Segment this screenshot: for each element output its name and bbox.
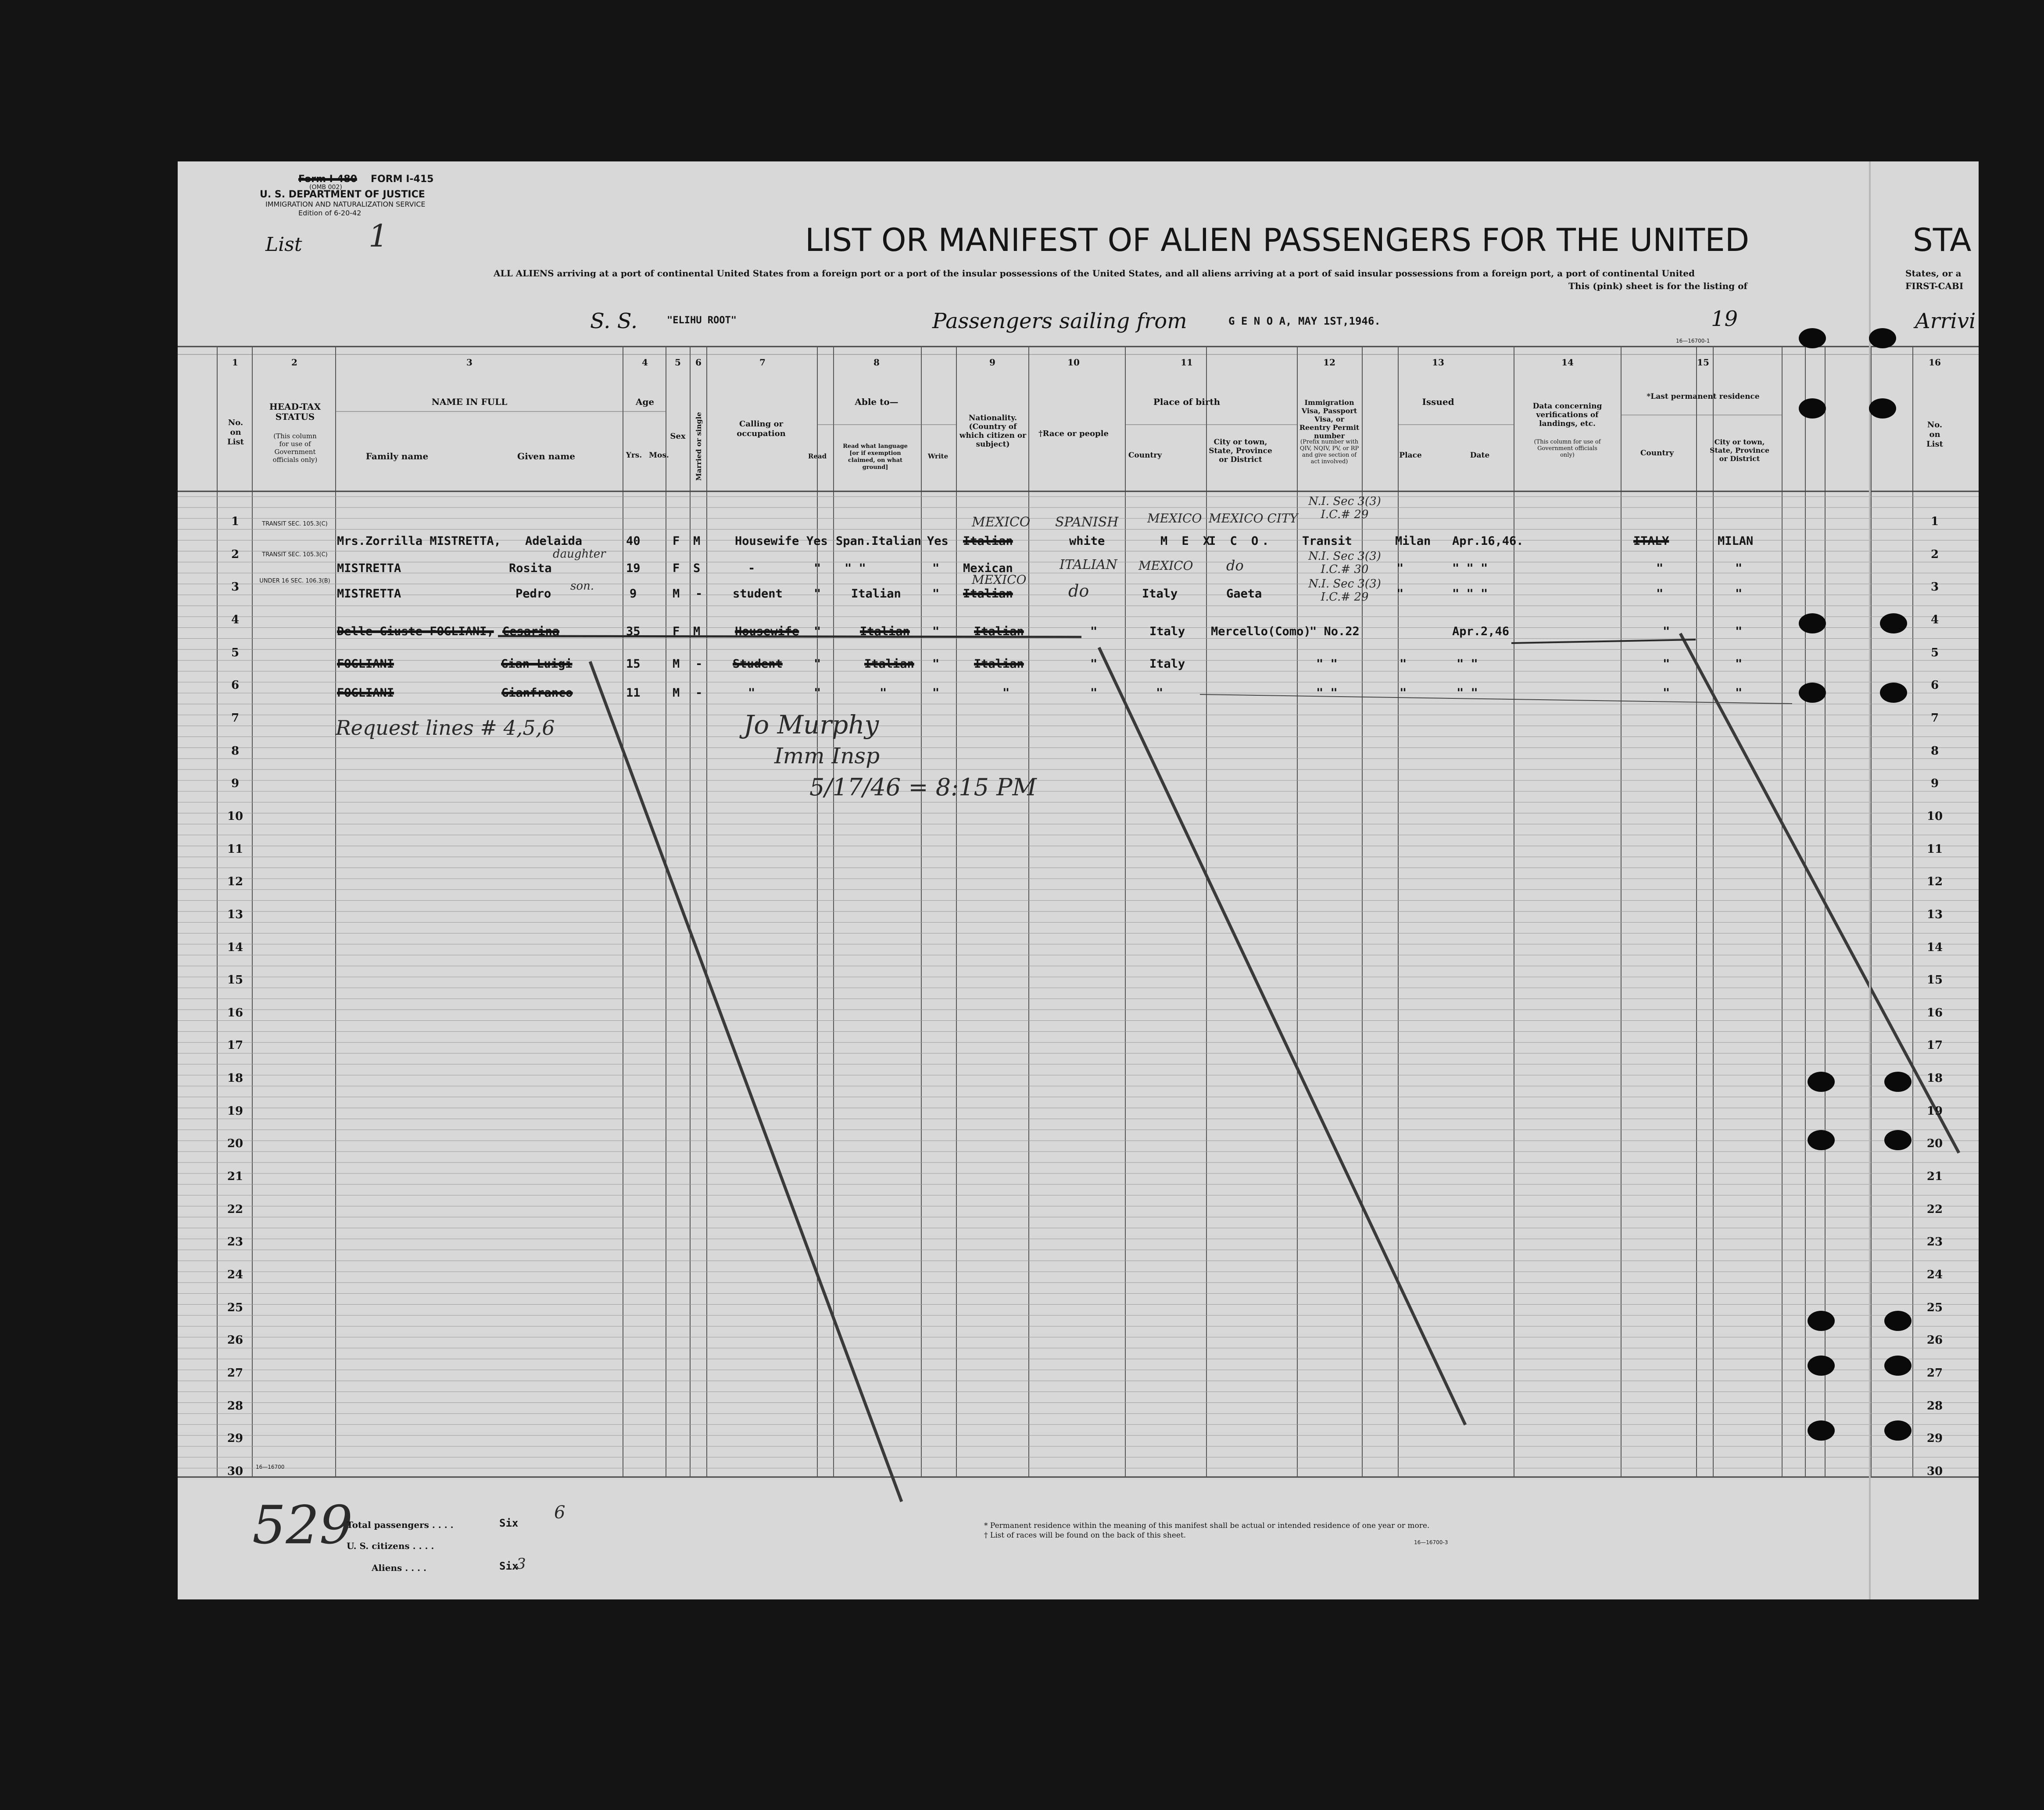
row-number-right: 30 [1926,1465,1943,1478]
row-1-head-tax: TRANSIT SEC. 105.3(C) [262,521,328,527]
row-number-left: 22 [227,1202,243,1216]
row-5-visa: " " [1316,657,1338,671]
inspector-signature: Jo Murphy [744,710,879,740]
row-4-married-single: M [693,625,701,638]
row-number-right: 13 [1926,908,1943,921]
header-given-name: Given name [517,451,575,461]
col-number: 16 [1929,357,1941,368]
row-number-left: 27 [227,1366,243,1380]
row-5-family-name: FOGLIANI [337,657,394,671]
form-number: FORM I-415 [371,174,434,185]
row-2-relation: daughter [553,547,606,561]
row-1-sex: F [673,534,680,548]
row-number-right: 10 [1926,809,1943,823]
binding-hole [1880,683,1907,703]
binding-hole [1799,613,1826,633]
total-passengers-value: Six [499,1517,519,1529]
header-age-years: Yrs. [626,451,642,460]
col-number: 4 [642,357,648,368]
header-write: Write [927,452,949,460]
row-2-birth-country: MEXICO [1138,558,1193,573]
batch-number: 529 [252,1495,353,1556]
row-1-write: Yes [927,534,949,548]
header-no-on-list-right: No. on List [1926,420,1943,449]
col-number: 12 [1323,357,1335,368]
binding-hole [1884,1130,1912,1150]
row-3-nationality-handwritten: MEXICO [972,572,1027,587]
form-sub-number: (OMB 002) [309,184,342,191]
row-number-left: 6 [231,679,240,692]
row-5-sex: M [673,657,680,671]
row-6-sex: M [673,686,680,700]
binding-hole [1799,683,1826,703]
binding-hole [1808,1130,1835,1150]
row-5-occupation: Student [733,657,783,671]
header-age: Age [635,397,655,407]
row-2-given-name: Rosita [509,562,552,575]
form-code-bottom: 16—16700-3 [1414,1539,1448,1545]
header-residence-country: Country [1640,449,1674,458]
row-number-right: 19 [1926,1104,1943,1118]
row-2-issued-place: " [1396,562,1404,575]
row-number-right: 15 [1926,973,1943,987]
row-6-family-name: FOGLIANI [337,686,394,700]
row-2-nationality: Mexican [963,562,1013,575]
row-3-age-years: 9 [630,587,637,601]
request-lines-note: Request lines # 4,5,6 [336,716,555,740]
manifest-ruled-grid [178,161,1979,1599]
row-1-birth-country: M E X [1160,534,1214,548]
row-1-visa: Transit [1302,534,1352,548]
list-number: 1 [369,218,388,254]
row-1-age-years: 40 [626,534,641,548]
row-2-birth-city: do [1226,557,1244,574]
row-3-issued-date: " " " [1452,587,1488,601]
header-occupation: Calling or occupation [737,419,786,438]
row-1-family-name: Mrs.Zorrilla MISTRETTA, [337,534,501,548]
row-number-right: 4 [1930,613,1939,626]
cancellation-stroke-2 [1099,647,1465,1425]
row-number-left: 19 [227,1104,243,1118]
binding-hole [1884,1311,1912,1331]
row-number-right: 23 [1926,1235,1943,1249]
row-5-given-name: Gian Luigi [501,657,573,671]
aliens-handwritten: 3 [516,1555,526,1573]
row-number-left: 8 [231,744,240,758]
row-6-residence-country: " [1663,686,1670,700]
binding-hole [1884,1072,1912,1092]
row-1-residence-city: MILAN [1718,534,1754,548]
row-3-sex: M [673,587,680,601]
arriving-label-continued: Arrivi [1915,309,1976,333]
department-label: U. S. DEPARTMENT OF JUSTICE [260,189,425,200]
col-number: 6 [695,357,702,368]
header-issued-place: Place [1399,451,1422,460]
row-1-birth-city-handwritten: MEXICO CITY [1209,511,1298,526]
row-1-residence-country: ITALY [1633,534,1669,548]
sailing-label: Passengers sailing from [932,309,1187,333]
binding-hole [1869,328,1896,348]
row-3-family-name: MISTRETTA [337,587,401,601]
row-number-right: 28 [1926,1399,1943,1413]
row-number-left: 24 [227,1268,243,1282]
row-number-right: 27 [1926,1366,1943,1380]
col-number: 9 [989,357,995,368]
row-3-residence-city: " [1735,587,1743,601]
col-number: 15 [1697,357,1709,368]
row-number-left: 7 [231,711,240,725]
binding-hole [1799,328,1826,348]
manifest-subtitle-1: ALL ALIENS arriving at a port of continental United States from a foreign port or a port of the insular possessions of the United States, and all aliens arriving at a port of said insular possessions from a foreign port, a port of continental United [494,268,1695,279]
row-3-given-name: Pedro [515,587,551,601]
row-1-race-handwritten: SPANISH [1055,515,1119,530]
row-1-issued-place: Milan [1395,534,1431,548]
header-age-months: Mos. [649,451,669,460]
header-data-concerning: Data concerning verifications of landings, etc. [1532,402,1602,428]
col-number: 14 [1561,357,1574,368]
footnote-races: † List of races will be found on the back of this sheet. [984,1531,1186,1540]
row-6-occupation: " [748,686,755,700]
col-number: 13 [1432,357,1444,368]
header-read-language: Read what language [or if exemption claimed, on what ground] [843,443,908,471]
row-1-occupation: Housewife [735,534,799,548]
manifest-sheet [178,161,1979,1599]
manifest-subtitle-2: This (pink) sheet is for the listing of [1568,281,1748,291]
header-last-residence: *Last permanent residence [1647,392,1760,401]
row-5-nationality: Italian [974,657,1024,671]
row-4-nationality: Italian [974,625,1024,638]
row-3-birth-city: Gaeta [1226,587,1262,601]
row-number-right: 12 [1926,875,1943,889]
row-5-age-years: 15 [626,657,641,671]
us-citizens-label: U. S. citizens . . . . [347,1541,434,1551]
row-6-given-name: Gianfranco [501,686,573,700]
row-4-age-years: 35 [626,625,641,638]
row-3-occupation: student [733,587,783,601]
header-head-tax-status: HEAD-TAX STATUS [269,401,321,422]
row-4-visa: " No.22 [1310,625,1360,638]
binding-hole [1799,398,1826,419]
row-4-occupation: Housewife [735,625,799,638]
row-4-residence-city: " [1735,625,1743,638]
header-sex: Sex [670,432,686,441]
row-3-issued-place: " [1396,587,1404,601]
header-birth-country: Country [1128,451,1162,460]
row-number-left: 25 [227,1301,243,1314]
binding-hole [1869,398,1896,419]
row-5-residence-country: " [1663,657,1670,671]
row-number-left: 16 [227,1006,243,1019]
row-5-race: " [1090,657,1098,671]
row-2-residence-city: " [1735,562,1743,575]
row-6-write: " [932,686,940,700]
row-number-right: 14 [1926,941,1943,954]
row-4-birth-city: Mercello(Como) [1211,625,1311,638]
row-1-race: white [1069,534,1105,548]
row-1-visa-handwritten: N.I. Sec 3(3) I.C.# 29 [1308,495,1381,521]
manifest-subtitle-2-continued: FIRST-CABI [1905,281,1964,291]
col-number: 10 [1067,357,1080,368]
row-number-left: 3 [231,580,240,594]
row-5-language: Italian [864,657,914,671]
row-1-birth-country-handwritten: MEXICO [1147,511,1202,526]
form-number-struck: Form I-480 [298,174,357,185]
row-number-left: 29 [227,1432,243,1445]
row-2-married-single: S [693,562,701,575]
header-head-tax-note: (This column for use of Government officials only) [272,432,318,464]
row-number-left: 11 [227,842,243,856]
row-4-residence-strike [1511,640,1696,643]
row-1-nationality: Italian [963,534,1013,548]
col-number: 3 [466,357,473,368]
header-married-single: Married or single [694,412,703,481]
row-3-birth-country: Italy [1142,587,1178,601]
row-number-left: 18 [227,1072,243,1085]
row-number-right: 9 [1930,777,1939,791]
row-number-left: 9 [231,777,240,791]
row-5-read: " [814,657,821,671]
row-2-visa-handwritten: N.I. Sec 3(3) I.C.# 30 [1308,550,1381,576]
row-number-left: 13 [227,908,243,921]
row-5-write: " [932,657,940,671]
aliens-value: Six [499,1560,519,1572]
row-3-relation: son. [570,579,594,593]
binding-hole [1884,1356,1912,1376]
row-number-right: 3 [1930,580,1939,594]
ss-label: S. S. [590,309,638,333]
row-3-visa-handwritten: N.I. Sec 3(3) I.C.# 29 [1308,577,1381,604]
row-4-birth-country: Italy [1149,625,1185,638]
row-number-right: 11 [1926,842,1943,856]
row-6-residence-city: " [1735,686,1743,700]
total-passengers-label: Total passengers . . . . [347,1520,454,1530]
row-number-left: 10 [227,809,243,823]
row-number-right: 2 [1930,547,1939,561]
col-number: 8 [873,357,880,368]
row-4-race: " [1090,625,1098,638]
row-3-language: Italian [851,587,901,601]
row-1-nationality-handwritten: MEXICO [972,515,1031,530]
row-number-left: 28 [227,1399,243,1413]
year-label: 19 [1711,307,1738,331]
row-2-sex: F [673,562,680,575]
header-issued: Issued [1422,397,1454,407]
form-code-left: 16—16700 [256,1464,285,1470]
header-visa: Immigration Visa, Passport Visa, or Reentry Permit number [1299,398,1360,440]
row-5-issued-place: " [1400,657,1407,671]
row-6-read: " [814,686,821,700]
row-number-left: 23 [227,1235,243,1249]
row-2-age-years: 19 [626,562,641,575]
sailing-port-date: G E N O A, MAY 1ST,1946. [1228,315,1381,327]
row-6-language: " [880,686,887,700]
row-2-residence-country: " [1656,562,1664,575]
binding-hole [1808,1311,1835,1331]
row-5-residence-city: " [1735,657,1743,671]
row-number-left: 1 [231,515,240,528]
row-number-right: 25 [1926,1301,1943,1314]
row-number-right: 17 [1926,1039,1943,1052]
row-number-right: 16 [1926,1006,1943,1019]
binding-hole [1884,1420,1912,1441]
row-number-left: 14 [227,941,243,954]
form-code: 16—16700-1 [1676,338,1710,344]
row-5-issued-date: " " [1457,657,1478,671]
row-6-married-single: - [695,686,703,700]
row-2-issued-date: " " " [1452,562,1488,575]
header-able-to: Able to— [855,397,899,407]
row-number-right: 21 [1926,1170,1943,1184]
row-number-left: 15 [227,973,243,987]
row-number-right: 6 [1930,679,1939,692]
list-label: List [265,233,302,256]
row-number-right: 29 [1926,1432,1943,1445]
row-number-right: 18 [1926,1072,1943,1085]
row-number-right: 24 [1926,1268,1943,1282]
ship-name: "ELIHU ROOT" [667,315,737,326]
row-1-read: Yes [806,534,828,548]
row-number-left: 20 [227,1137,243,1151]
header-data-note: (This column for use of Government officials only) [1534,439,1601,458]
header-birth-city: City or town, State, Province or District [1209,438,1272,464]
row-2-race: ITALIAN [1060,557,1117,572]
col-number: 11 [1181,357,1193,368]
row-6-issued-date: " " [1457,686,1478,700]
row-number-left: 26 [227,1334,243,1347]
row-4-family-name: Delle Giuste FOGLIANI, [337,625,494,638]
header-read: Read [808,452,827,460]
row-2-occupation: - [748,562,755,575]
row-number-right: 7 [1930,711,1939,725]
col-number: 2 [291,357,297,368]
row-1-birth-city: I C O. [1209,534,1273,548]
row-number-right: 1 [1930,515,1939,528]
row-number-right: 20 [1926,1137,1943,1151]
header-no-on-list: No. on List [227,418,244,447]
row-number-left: 2 [231,547,240,561]
binding-hole [1808,1356,1835,1376]
row-3-read: " [814,587,821,601]
row-3-married-single: - [695,587,703,601]
row-4-language: Italian [860,625,910,638]
header-residence-city: City or town, State, Province or District [1709,438,1770,463]
row-2-write: " [932,562,940,575]
row-4-read: " [814,625,821,638]
header-issued-date: Date [1470,451,1490,460]
row-1-language: Span.Italian [836,534,922,548]
row-4-given-name: Cesarina [502,625,560,638]
row-1-given-name: Adelaida [525,534,583,548]
row-number-left: 17 [227,1039,243,1052]
row-6-strike-line [1200,694,1792,704]
row-3-write: " [932,587,940,601]
row-4-issued-date: Apr.2,46 [1452,625,1510,638]
row-number-right: 26 [1926,1334,1943,1347]
row-number-left: 4 [231,613,240,626]
binding-hole [1808,1072,1835,1092]
header-visa-note: (Prefix number with QIV, NQIV, PV, or RP and give section of act involved) [1299,439,1359,465]
row-number-left: 21 [227,1170,243,1184]
row-1-married-single: M [693,534,701,548]
row-2-head-tax: TRANSIT SEC. 105.3(C) [262,551,328,558]
col-number: 7 [759,357,766,368]
row-4-residence-country: " [1663,625,1670,638]
row-number-right: 22 [1926,1202,1943,1216]
row-6-age-years: 11 [626,686,641,700]
row-4-sex: F [673,625,680,638]
header-place-of-birth: Place of birth [1153,397,1221,407]
binding-hole [1808,1420,1835,1441]
header-family-name: Family name [365,451,429,461]
row-number-right: 5 [1930,646,1939,659]
footnote-permanent-residence: * Permanent residence within the meaning of this manifest shall be actual or intended residence of one year or more. [984,1521,1430,1530]
inspection-timestamp: 5/17/46 = 8:15 PM [809,773,1037,801]
row-6-birth-country: " [1156,686,1163,700]
aliens-label: Aliens . . . . [372,1563,426,1573]
row-6-visa: " " [1316,686,1338,700]
row-2-language: " " [845,562,866,575]
binding-hole [1880,613,1907,633]
row-5-married-single: - [695,657,703,671]
row-3-race: do [1068,581,1089,601]
total-passengers-handwritten: 6 [554,1502,566,1523]
row-4-write: " [932,625,940,638]
header-nationality: Nationality. (Country of which citizen or subject) [959,414,1027,449]
row-3-head-tax: UNDER 16 SEC. 106.3(B) [259,578,330,584]
manifest-title: LIST OR MANIFEST OF ALIEN PASSENGERS FOR THE UNITED [805,222,1750,258]
col-number: 1 [232,357,238,368]
edition-label: Edition of 6-20-42 [298,209,362,217]
row-6-nationality: " [1002,686,1010,700]
inspector-title: Imm Insp [774,743,880,769]
row-number-left: 30 [227,1465,243,1478]
service-label: IMMIGRATION AND NATURALIZATION SERVICE [265,200,426,208]
row-6-issued-place: " [1400,686,1407,700]
row-2-read: " [814,562,821,575]
row-6-race: " [1090,686,1098,700]
row-2-family-name: MISTRETTA [337,562,401,575]
row-number-left: 5 [231,646,240,659]
page-fold [1869,161,1871,1599]
row-number-right: 8 [1930,744,1939,758]
manifest-subtitle-1-continued: States, or a [1905,268,1962,279]
row-3-residence-country: " [1656,587,1664,601]
row-3-nationality: Italian [963,587,1013,601]
row-1-issued-date: Apr.16,46. [1452,534,1524,548]
manifest-title-continued: STA [1913,222,1972,258]
header-name-in-full: NAME IN FULL [431,397,508,407]
row-5-birth-country: Italy [1149,657,1185,671]
header-race: †Race or people [1038,429,1109,438]
row-number-left: 12 [227,875,243,889]
col-number: 5 [675,357,681,368]
